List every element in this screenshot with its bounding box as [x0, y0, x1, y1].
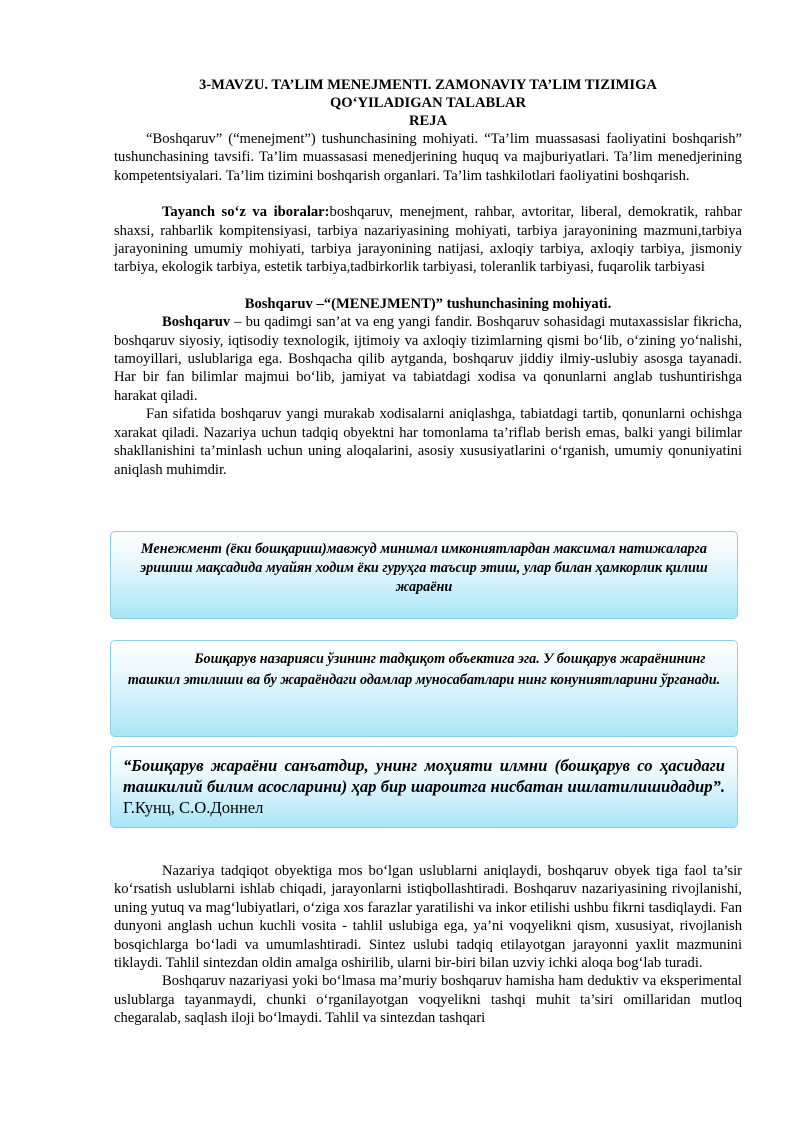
term-boshqaruv: Boshqaruv	[162, 314, 231, 331]
keywords-text: boshqaruv, menejment, rahbar, avtoritar, liberal, demokratik, rahbar shaxsi, rahbarlik kompitensiyasi, tarbiya nazariyasining mohiyati, tarbiya jarayonining mazmuni,tarbiya jarayonining umumiy mohiyati, tarbiya jarayonining natijasi, axloqiy tarbiya, axloqiy tarbiya, jismoniy tarbiya, ekologik tarbiya, estetik tarbiya,tadbirkorlik tarbiyasi, toleranlik tarbiyasi, fuqarolik tarbiyasi	[114, 204, 742, 276]
keywords-label: Tayanch so‘z va iboralar:	[162, 204, 330, 221]
section-heading: Boshqaruv –“(MENEJMENT)” tushunchasining mohiyati.	[244, 295, 612, 312]
quote-box	[110, 746, 738, 828]
theory-box	[110, 640, 738, 737]
paragraph-1-text: – bu qadimgi san’at va eng yangi fandir. Boshqaruv sohasidagi mutaxassislar fikricha, boshqaruv siyosiy, iqtisodiy texnologik, ijtimoiy va axloqiy tizimlarning qismi bo‘lib, o‘zining yo‘nalishi, tamoyillari, uslublariga ega. Boshqacha qilib aytganda, boshqaruv jiddiy ilmiy-uslubiy asosga tayanadi. Har bir fan bilimlar majmui bo‘lib, jamiyat va tabiatdagi xodisa va qonunlarni anglab tushuntirishga harakat qiladi.	[114, 314, 742, 404]
paragraph-1	[114, 313, 742, 405]
plan-heading: REJA	[408, 113, 448, 129]
topic-title-line1: 3-MAVZU. TA’LIM MENEJMENTI. ZAMONAVIY TA’LIM TIZIMIGA	[199, 77, 657, 93]
document-top	[114, 76, 742, 479]
theory-text: Бошқарув назарияси ўзининг тадқиқот объектига эга. У бошқарув жараёнининг ташкил этилиши ва бу жараёндаги одамлар муносабатлари нинг конуниятларини ўрганади.	[127, 651, 721, 688]
paragraph-4: Boshqaruv nazariyasi yoki bo‘lmasa ma’muriy boshqaruv hamisha ham deduktiv va eksperimental uslublarga tayanmaydi, chunki o‘rganilayotgan voqyelikni tashqi muhit ta’siri omillaridan mutloq chegaralab, saqlash iloji bo‘lmaydi. Tahlil va sintezdan tashqari	[114, 973, 742, 1027]
keywords-paragraph	[114, 203, 742, 277]
paragraph-2: Fan sifatida boshqaruv yangi murakab xodisalarni aniqlashga, tabiatdagi tartib, qonunlarni ochishga xarakat qiladi. Nazariya uchun tadqiq obyektni har tomonlama ta’riflab berish emas, balki yangi bilimlar shakllanishini ta’minlash uchun uning aloqalarini, asosiy xususiyatlarini o‘rganish, umumiy qonuniyatini aniqlash muhimdir.	[114, 406, 742, 478]
plan-paragraph: “Boshqaruv” (“menejment”) tushunchasining mohiyati. “Ta’lim muassasasi faoliyatini boshqarish” tushunchasining tavsifi. Ta’lim muassasasi menedjerining huquq va majburiyatlari. Ta’lim menedjerining kompetentsiyalari. Ta’lim tizimini boshqarish organlari. Ta’lim tashkilotlari faoliyatini boshqarish.	[114, 131, 742, 184]
definition-text: Менежмент (ёки бошқариш)мавжуд минимал имкониятлардан максимал натижаларга эришиш мақсадида муайян ходим ёки гуруҳга таъсир этиш, улар билан ҳамкорлик қилиш жараёни	[140, 541, 708, 595]
topic-title-line2: QO‘YILADIGAN TALABLAR	[329, 95, 527, 111]
document-bottom	[114, 862, 742, 1028]
quote-author: Г.Кунц, С.О.Доннел	[123, 798, 264, 817]
paragraph-3: Nazariya tadqiqot obyektiga mos bo‘lgan uslublarni aniqlaydi, boshqaruv obyek tiga faol ta’sir ko‘rsatish uslublarni ishlab chiqadi, jarayonlarni istiqbollashtiradi. Boshqaruv nazariyasining rivojlanishi, uning yutuq va mag‘lubiyatlari, o‘ziga xos farazlar yaratilishi va inkor etilishi ushbu fikrni tasdiqlaydi. Fan dunyoni anglash uchun kuchli vosita - tahlil uslubiga ega, ya’ni voqyelikni qism, xususiyat, rivojlanish bosqichlarga bo‘ladi va umumlashtiradi. Sintez uslubi tadqiq etilayotgan jarayonni yaxlit mazmunini tiklaydi. Tahlil sintezdan oldin amalga oshirilib, ularni bir-biri bilan uzviy ichki aloqa bog‘lab turadi.	[114, 863, 742, 972]
definition-box	[110, 531, 738, 619]
quote-text: “Бошқарув жараёни санъатдир, унинг моҳияти илмни (бошқарув со ҳасидаги ташкилий билим асосларини) ҳар бир шароитга нисбатан ишлатилишидадир”.	[123, 756, 725, 796]
